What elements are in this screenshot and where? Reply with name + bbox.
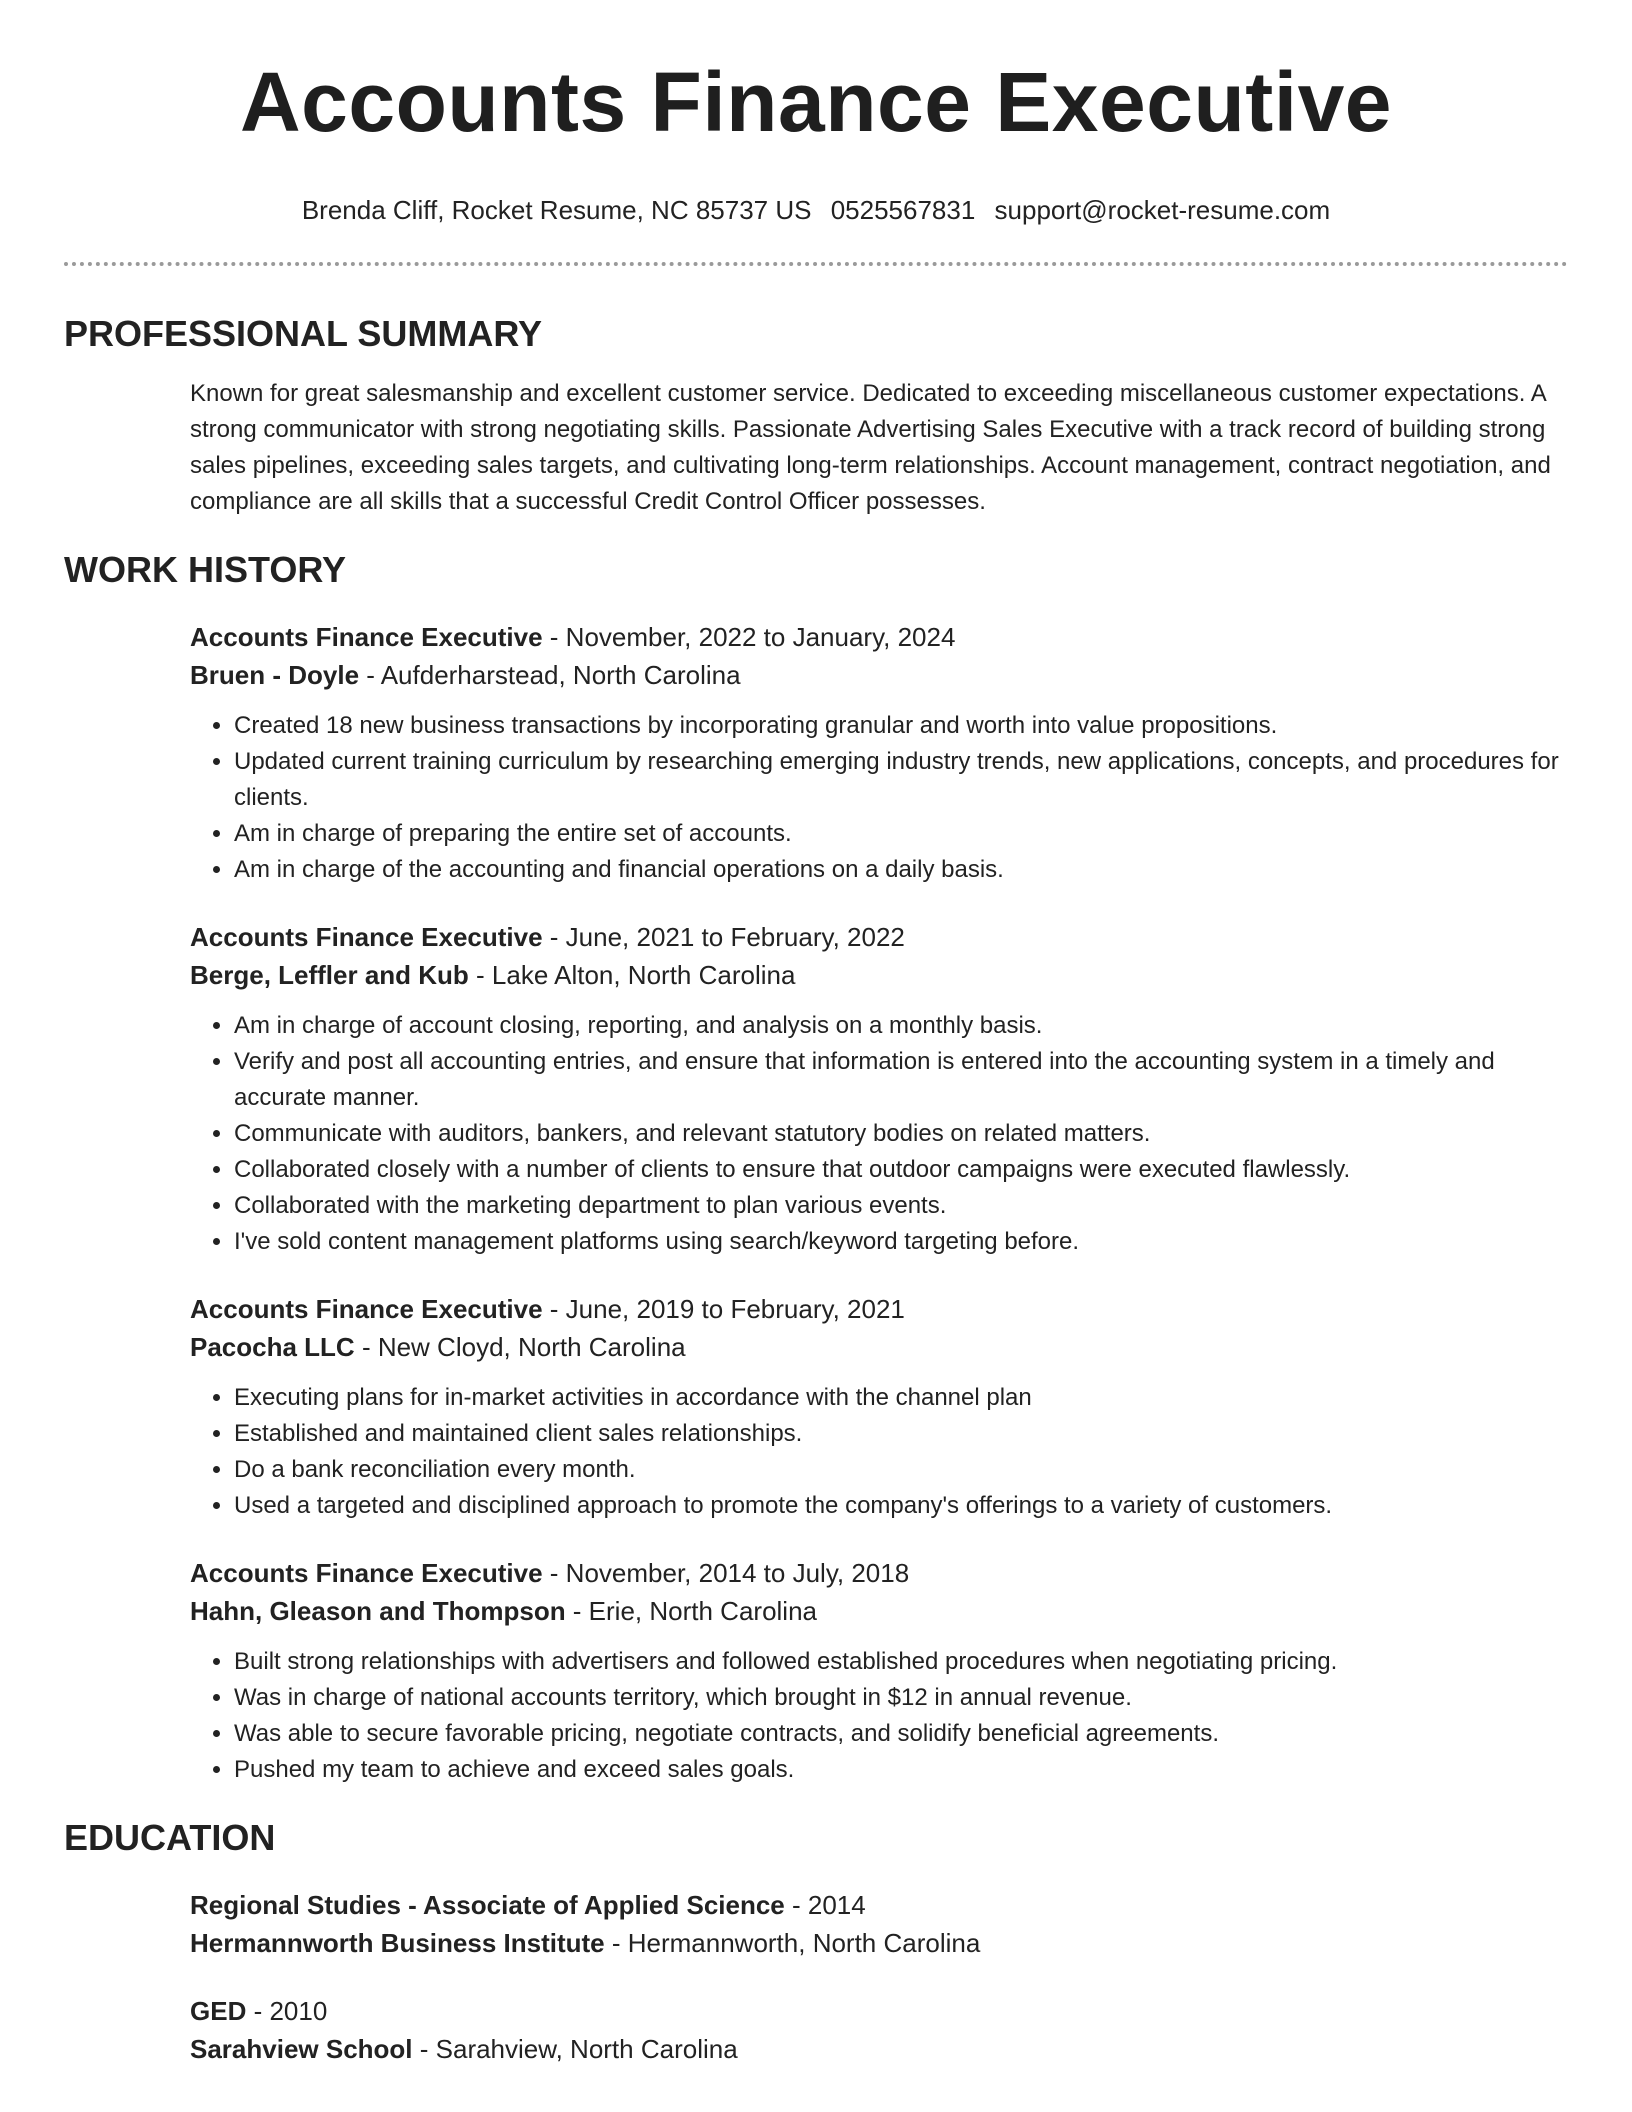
contact-email: support@rocket-resume.com [994,195,1331,225]
job-bullet: • Do a bank reconciliation every month. [234,1452,1568,1488]
job-bullet: • Was in charge of national accounts territory, which brought in $12 in annual revenue. [234,1680,1568,1716]
job-location: - Erie, North Carolina [565,1596,817,1626]
job-entry [190,1290,1568,1524]
header-divider [64,262,1568,266]
job-bullet: • Executing plans for in-market activities in accordance with the channel plan [234,1380,1568,1416]
job-role: Accounts Finance Executive [190,1294,543,1324]
education-school-line [190,2030,1568,2068]
job-bullet: • Built strong relationships with advertisers and followed established procedures when negotiating pricing. [234,1644,1568,1680]
job-location: - Lake Alton, North Carolina [468,960,796,990]
job-bullet: • Pushed my team to achieve and exceed sales goals. [234,1752,1568,1788]
job-bullets [190,1380,1568,1524]
job-dates: - June, 2019 to February, 2021 [542,1294,905,1324]
education-degree: GED [190,1996,247,2026]
education-entry [190,1992,1568,2068]
job-bullet: • Updated current training curriculum by researching emerging industry trends, new applications, concepts, and procedures for clients. [234,744,1568,816]
education-school-line [190,1924,1568,1962]
job-role: Accounts Finance Executive [190,922,543,952]
job-company: Hahn, Gleason and Thompson [190,1596,566,1626]
contact-line [64,192,1568,228]
job-bullet: • Communicate with auditors, bankers, and relevant statutory bodies on related matters. [234,1116,1568,1152]
job-dates: - November, 2014 to July, 2018 [542,1558,910,1588]
contact-phone: 0525567831 [830,195,976,225]
job-company-line [190,1592,1568,1630]
job-company-line [190,1328,1568,1366]
education-school: Hermannworth Business Institute [190,1928,605,1958]
education-location: - Sarahview, North Carolina [412,2034,738,2064]
work-history-heading: WORK HISTORY [64,549,347,590]
job-entry [190,1554,1568,1788]
job-dates: - June, 2021 to February, 2022 [542,922,905,952]
job-company: Berge, Leffler and Kub [190,960,469,990]
education-degree-line [190,1886,1568,1924]
job-entry [190,618,1568,888]
education-school: Sarahview School [190,2034,413,2064]
job-entry [190,918,1568,1260]
job-bullets [190,708,1568,888]
job-bullet: • I've sold content management platforms using search/keyword targeting before. [234,1224,1568,1260]
job-bullet: • Established and maintained client sales relationships. [234,1416,1568,1452]
job-location: - Aufderharstead, North Carolina [359,660,741,690]
job-role: Accounts Finance Executive [190,1558,543,1588]
job-bullets [190,1644,1568,1788]
job-role: Accounts Finance Executive [190,622,543,652]
resume-name: Accounts Finance Executive [239,55,1393,149]
job-bullets [190,1008,1568,1260]
job-bullet: • Collaborated closely with a number of clients to ensure that outdoor campaigns were executed flawlessly. [234,1152,1568,1188]
job-title-line [190,1290,1568,1328]
contact-address: Brenda Cliff, Rocket Resume, NC 85737 US [301,195,812,225]
education-degree-line [190,1992,1568,2030]
job-bullet: • Verify and post all accounting entries, and ensure that information is entered into the accounting system in a timely and accurate manner. [234,1044,1568,1116]
summary-heading: PROFESSIONAL SUMMARY [64,313,543,354]
job-location: - New Cloyd, North Carolina [354,1332,686,1362]
summary-text: Known for great salesmanship and excellent customer service. Dedicated to exceeding miscellaneous customer expectations. A strong communicator with strong negotiating skills. Passionate Advertising Sales Executive with a track record of building strong sales pipelines, exceeding sales targets, and cultivating long-term relationships. Account management, contract negotiation, and compliance are all skills that a successful Credit Control Officer possesses. [190,380,1551,515]
job-title-line [190,918,1568,956]
job-title-line [190,618,1568,656]
job-company-line [190,956,1568,994]
job-bullet: • Am in charge of preparing the entire set of accounts. [234,816,1568,852]
education-entry [190,1886,1568,1962]
education-year: - 2014 [784,1890,866,1920]
job-bullet: • Was able to secure favorable pricing, negotiate contracts, and solidify beneficial agreements. [234,1716,1568,1752]
job-bullet: • Am in charge of the accounting and financial operations on a daily basis. [234,852,1568,888]
job-bullet: • Collaborated with the marketing department to plan various events. [234,1188,1568,1224]
job-company: Bruen - Doyle [190,660,360,690]
job-company-line [190,656,1568,694]
job-bullet: • Am in charge of account closing, reporting, and analysis on a monthly basis. [234,1008,1568,1044]
job-title-line [190,1554,1568,1592]
job-bullet: • Used a targeted and disciplined approach to promote the company's offerings to a variety of customers. [234,1488,1568,1524]
education-location: - Hermannworth, North Carolina [604,1928,981,1958]
education-heading: EDUCATION [64,1817,276,1858]
job-company: Pacocha LLC [190,1332,355,1362]
education-year: - 2010 [246,1996,328,2026]
education-degree: Regional Studies - Associate of Applied Science [190,1890,785,1920]
job-bullet: • Created 18 new business transactions by incorporating granular and worth into value propositions. [234,708,1568,744]
job-dates: - November, 2022 to January, 2024 [542,622,956,652]
